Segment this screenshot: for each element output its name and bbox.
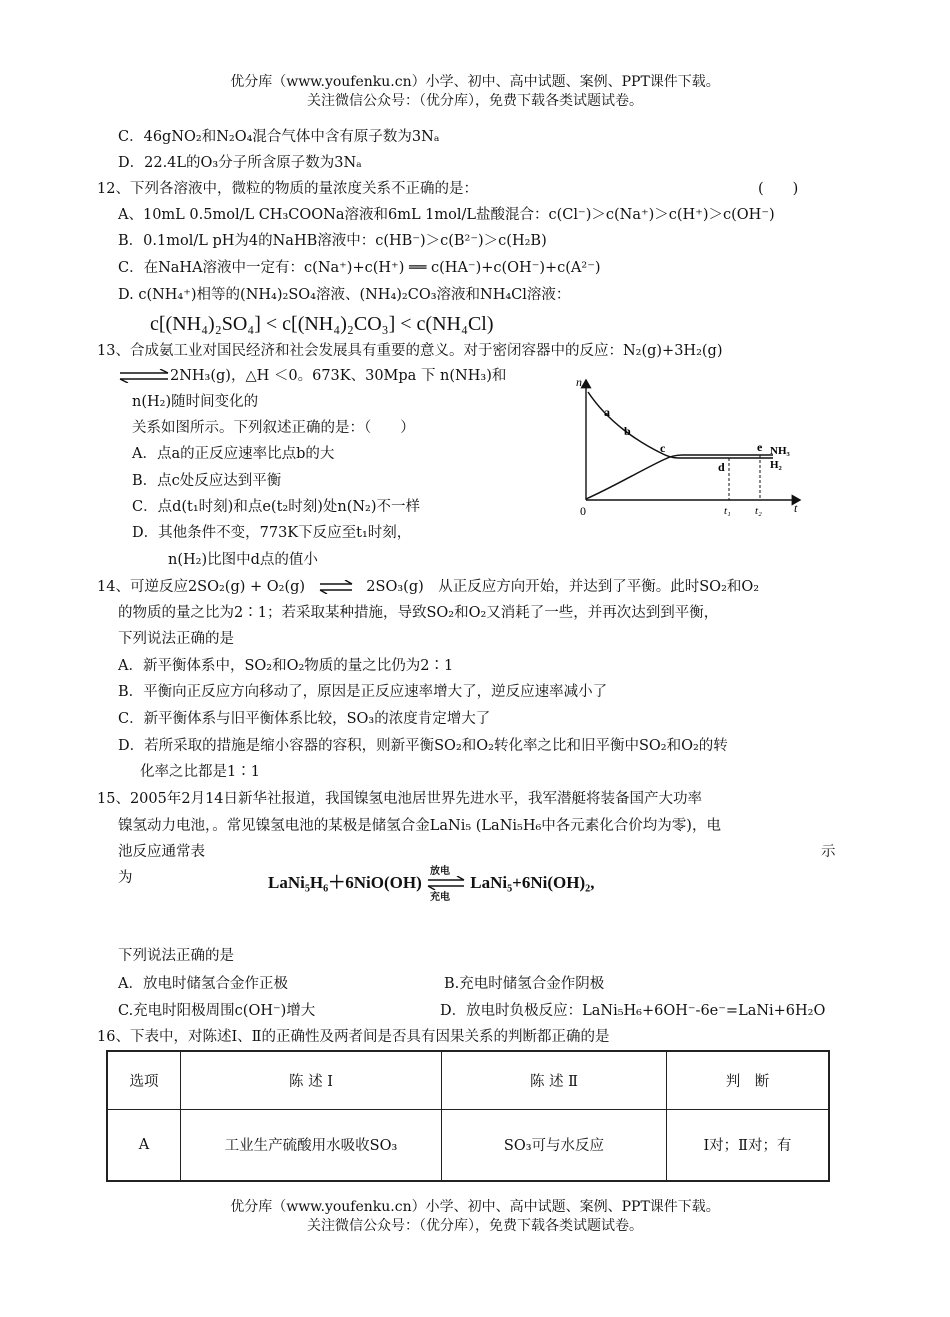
q13-stem-2: 2NH₃(g)，△H ＜0。673K、30Mpa 下 n(NH₃)和 xyxy=(170,368,507,384)
q15-line-5: 下列说法正确的是 xyxy=(118,948,234,964)
equation-left: LaNi₅H₆＋6NiO(OH) xyxy=(268,873,422,892)
q14-option-d: D．若所采取的措施是缩小容器的容积，则新平衡SO₂和O₂转化率之比和旧平衡中SO₂和O₂的转 xyxy=(118,738,728,754)
q12-option-c: C．在NaHA溶液中一定有：c(Na⁺)+c(H⁺) ══ c(HA⁻)+c(OH⁻)+c(A²⁻) xyxy=(118,260,601,276)
equation-right: LaNi₅+6Ni(OH)₂, xyxy=(470,873,595,892)
q11-option-c: C．46gNO₂和N₂O₄混合气体中含有原子数为3Nₐ xyxy=(118,129,440,145)
q15-battery-equation xyxy=(268,866,595,904)
q14-line-2: 的物质的量之比为2∶1；若采取某种措施，导致SO₂和O₂又消耗了一些，并再次达到到平衡， xyxy=(118,605,719,621)
reversible-arrow-icon xyxy=(118,369,170,383)
q14-line-1a: 14、可逆反应2SO₂(g) + O₂(g) xyxy=(97,579,306,595)
q14-line-1-wrap xyxy=(97,577,759,597)
q15-line-1: 15、2005年2月14日新华社报道，我国镍氢电池居世界先进水平，我军潜艇将装备国产大功率 xyxy=(97,791,703,807)
table-header-cell: 陈 述 Ⅰ xyxy=(181,1051,442,1109)
q12-stem: 12、下列各溶液中，微粒的物质的量浓度关系不正确的是： xyxy=(97,181,478,197)
footer-line-2: 关注微信公众号：（优分库），免费下载各类试题试卷。 xyxy=(307,1218,643,1234)
q13-stem-1: 13、合成氨工业对国民经济和社会发展具有重要的意义。对于密闭容器中的反应：N₂(g)+3H₂(g) xyxy=(97,343,723,359)
q16-table xyxy=(106,1050,830,1182)
q13-option-d: D．其他条件不变，773K下反应至t₁时刻， xyxy=(132,525,412,541)
q12-option-b: B．0.1mol/L pH为4的NaHB溶液中：c(HB⁻)＞c(B²⁻)＞c(H₂B) xyxy=(118,233,547,249)
table-header-cell: 陈 述 Ⅱ xyxy=(442,1051,667,1109)
graph-point-b: b xyxy=(624,424,631,438)
graph-nh3-curve xyxy=(586,455,773,499)
q12-d-formula: c[(NH₄)₂SO₄] < c[(NH₄)₂CO₃] < c(NH₄Cl) xyxy=(150,313,494,335)
q15-option-a: A．放电时储氢合金作正极 xyxy=(118,976,288,992)
q15-line-3-end: 示 xyxy=(821,844,836,860)
table-cell: SO₃可与水反应 xyxy=(442,1109,667,1181)
equation-arrow-top: 放电 xyxy=(430,866,450,878)
equation-arrow xyxy=(426,866,466,904)
q15-line-4: 为 xyxy=(118,870,133,886)
q13-graph xyxy=(568,372,808,520)
reversible-arrow-icon xyxy=(318,580,354,594)
graph-origin: 0 xyxy=(580,504,586,518)
q16-stem: 16、下表中，对陈述Ⅰ、Ⅱ的正确性及两者间是否具有因果关系的判断都正确的是 xyxy=(97,1029,610,1045)
graph-point-a: a xyxy=(604,405,610,419)
q12-option-a: A、10mL 0.5mol/L CH₃COONa溶液和6mL 1mol/L盐酸混合：c(Cl⁻)＞c(Na⁺)＞c(H⁺)＞c(OH⁻) xyxy=(118,207,775,223)
q13-option-d-cont: n(H₂)比图中d点的值小 xyxy=(168,552,318,568)
table-cell: A xyxy=(107,1109,181,1181)
equation-arrow-bottom: 充电 xyxy=(430,892,450,904)
graph-point-d: d xyxy=(718,460,725,474)
table-header-cell: 判 断 xyxy=(667,1051,830,1109)
table-cell: Ⅰ对；Ⅱ对；有 xyxy=(667,1109,830,1181)
table-header-cell: 选项 xyxy=(107,1051,181,1109)
q14-option-c: C．新平衡体系与旧平衡体系比较，SO₃的浓度肯定增大了 xyxy=(118,711,491,727)
q13-stem-4: 关系如图所示。下列叙述正确的是：（ ） xyxy=(132,420,415,436)
table-row xyxy=(107,1109,829,1181)
q15-option-c: C.充电时阳极周围c(OH⁻)增大 xyxy=(118,1003,316,1019)
q15-line-2: 镍氢动力电池，。常见镍氢电池的某极是储氢合金LaNi₅ (LaNi₅H₆中各元素化合价均为零)，电 xyxy=(118,818,721,834)
q13-option-b: B．点c处反应达到平衡 xyxy=(132,473,282,489)
graph-h2-label: H₂ xyxy=(770,459,782,471)
q13-option-c: C．点d(t₁时刻)和点e(t₂时刻)处n(N₂)不一样 xyxy=(132,499,421,515)
q14-option-d-cont: 化率之比都是1∶1 xyxy=(140,764,260,780)
graph-y-label: n xyxy=(576,375,582,389)
graph-h2-curve xyxy=(588,392,773,458)
table-header-row xyxy=(107,1051,829,1109)
header-line-1: 优分库（www.youfenku.cn）小学、初中、高中试题、案例、PPT课件下载。 xyxy=(230,74,720,90)
header-line-2: 关注微信公众号：（优分库），免费下载各类试题试卷。 xyxy=(307,93,643,109)
q14-line-3: 下列说法正确的是 xyxy=(118,631,234,647)
q14-option-b: B．平衡向正反应方向移动了，原因是正反应速率增大了，逆反应速率减小了 xyxy=(118,684,608,700)
q13-stem-3: n(H₂)随时间变化的 xyxy=(132,394,259,410)
q13-option-a: A．点a的正反应速率比点b的大 xyxy=(132,446,335,462)
q13-stem-2-wrap xyxy=(118,366,506,386)
q14-option-a: A．新平衡体系中，SO₂和O₂物质的量之比仍为2∶1 xyxy=(118,658,454,674)
graph-t2-label: t₂ xyxy=(755,505,762,517)
q15-option-d: D．放电时负极反应：LaNi₅H₆+6OH⁻-6e⁻=LaNi+6H₂O xyxy=(440,1003,826,1019)
graph-x-label: t xyxy=(794,501,798,515)
table-cell: 工业生产硫酸用水吸收SO₃ xyxy=(181,1109,442,1181)
q15-option-b: B.充电时储氢合金作阴极 xyxy=(444,976,605,992)
q14-line-1b: 2SO₃(g) 从正反应方向开始，并达到了平衡。此时SO₂和O₂ xyxy=(366,579,760,595)
graph-t1-label: t₁ xyxy=(724,505,731,517)
q15-line-3: 池反应通常表 xyxy=(118,844,205,860)
graph-point-c: c xyxy=(660,441,666,455)
q12-option-d: D. c(NH₄⁺)相等的(NH₄)₂SO₄溶液、(NH₄)₂CO₃溶液和NH₄Cl溶液： xyxy=(118,287,571,303)
q12-answer-bracket: ( ) xyxy=(758,181,799,197)
graph-point-e: e xyxy=(757,440,763,454)
footer-line-1: 优分库（www.youfenku.cn）小学、初中、高中试题、案例、PPT课件下载。 xyxy=(230,1199,720,1215)
graph-nh3-label: NH₃ xyxy=(770,445,790,457)
q11-option-d: D．22.4L的O₃分子所含原子数为3Nₐ xyxy=(118,155,362,171)
